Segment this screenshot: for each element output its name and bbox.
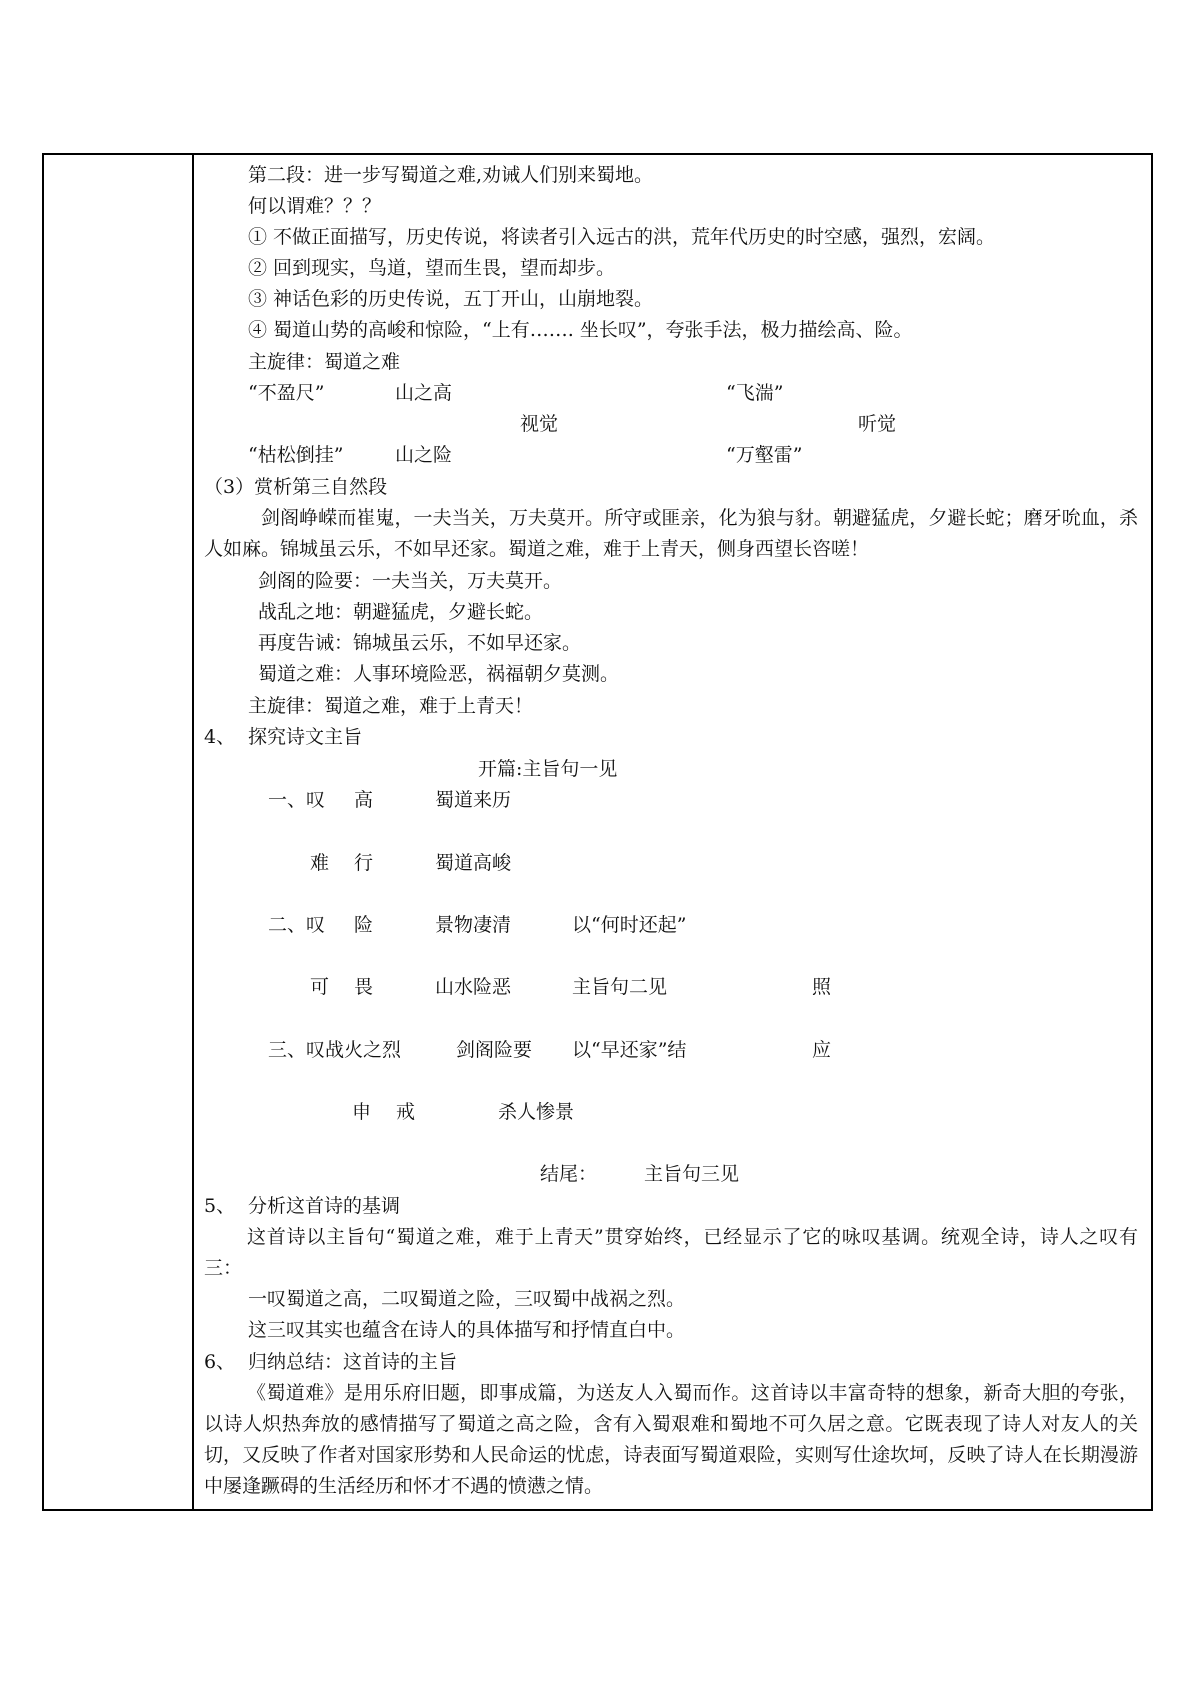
section4-title: 探究诗文主旨 [248,726,363,748]
outline-row4-b: 畏 [354,976,374,998]
outline-row3-d: 以“何时还起” [572,914,687,936]
section2-item-3: ③ 神话色彩的历史传说，五丁开山，山崩地裂。 [248,288,654,310]
diagram-mountain-danger: 山之险 [395,444,453,466]
outline-row3-a: 二、叹 [268,914,326,936]
section6-paragraph: 《蜀道难》是用乐府旧题，即事成篇，为送友人入蜀而作。这首诗以丰富奇特的想象，新奇大胆的夸张，以诗人炽热奔放的感情描写了蜀道之高之险，含有入蜀艰难和蜀地不可久居之意。它既表现了诗人对友人的关切，又反映了作者对国家形势和人民命运的忧虑，诗表面写蜀道艰险，实则写仕途坎坷，反映了诗人在长期漫游中屡逢蹶碍的生活经历和怀才不遇的愤懑之情。 [204,1382,1138,1497]
section2-item-4: ④ 蜀道山势的高峻和惊险，“上有……. 坐长叹”，夸张手法，极力描绘高、险。 [248,319,913,341]
outline-row6-c: 杀人惨景 [498,1101,575,1123]
outline-row4-a: 可 [310,976,330,998]
diagram-quote-1: “不盈尺” [248,382,325,404]
section5-number: 5、 [204,1195,236,1217]
outline-row3-b: 险 [354,914,374,936]
outline-row5-e: 应 [812,1039,832,1061]
outline-row2-c: 蜀道高峻 [435,852,512,874]
table-left-border [42,153,44,1511]
table-right-border [1151,153,1153,1511]
diagram-audio: 听觉 [858,413,897,435]
table-column-divider [192,153,194,1511]
diagram-quote-3: “枯松倒挂” [248,444,344,466]
section6-number: 6、 [204,1351,236,1373]
table-top-border [42,153,1153,155]
outline-row6-b: 戒 [396,1101,416,1123]
section3-note-4: 蜀道之难：人事环境险恶，祸福朝夕莫测。 [258,663,620,685]
outline-row4-d: 主旨句二见 [572,976,668,998]
outline-row2-a: 难 [310,852,330,874]
section3-poem: 剑阁峥嵘而崔嵬，一夫当关，万夫莫开。所守或匪亲，化为狼与豺。朝避猛虎，夕避长蛇；磨牙吮血，杀人如麻。锦城虽云乐，不如早还家。蜀道之难，难于上青天，侧身西望长咨嗟！ [204,507,1138,560]
section2-title: 第二段：进一步写蜀道之难,劝诫人们别来蜀地。 [248,164,654,186]
outline-row1-b: 高 [354,789,374,811]
section5-paragraph-2: 一叹蜀道之高，二叹蜀道之险，三叹蜀中战祸之烈。 [248,1288,686,1310]
section4-opening: 开篇:主旨句一见 [478,758,618,780]
diagram-quote-4: “万壑雷” [726,444,803,466]
outline-row3-c: 景物凄清 [435,914,512,936]
section2-item-2: ② 回到现实，鸟道，望而生畏，望而却步。 [248,257,616,279]
section3-theme: 主旋律：蜀道之难，难于上青天！ [248,695,534,717]
outline-row5-d: 以“早还家”结 [572,1039,687,1061]
outline-row5-a: 三、叹战火之烈 [268,1039,402,1061]
section6-title: 归纳总结：这首诗的主旨 [248,1351,458,1373]
outline-ending-text: 主旨句三见 [644,1163,740,1185]
outline-row1-c: 蜀道来历 [435,789,512,811]
outline-ending-label: 结尾： [540,1163,598,1185]
diagram-quote-2: “飞湍” [726,382,784,404]
section2-theme: 主旋律：蜀道之难 [248,351,401,373]
section3-note-2: 战乱之地：朝避猛虎，夕避长蛇。 [258,601,544,623]
section5-paragraph-3: 这三叹其实也蕴含在诗人的具体描写和抒情直白中。 [248,1319,686,1341]
outline-row4-e: 照 [812,976,832,998]
outline-row5-c: 剑阁险要 [456,1039,533,1061]
section2-question: 何以谓难？？？ [248,195,382,217]
section4-number: 4、 [204,726,236,748]
section3-note-3: 再度告诫：锦城虽云乐，不如早还家。 [258,632,582,654]
table-bottom-border [42,1509,1153,1511]
outline-row4-c: 山水险恶 [435,976,512,998]
diagram-visual: 视觉 [520,413,559,435]
outline-row1-a: 一、叹 [268,789,326,811]
section5-title: 分析这首诗的基调 [248,1195,401,1217]
section3-note-1: 剑阁的险要：一夫当关，万夫莫开。 [258,570,563,592]
outline-row6-a: 申 [352,1101,372,1123]
section2-item-1: ① 不做正面描写，历史传说，将读者引入远古的洪，荒年代历史的时空感，强烈，宏阔。 [248,226,996,248]
section5-paragraph-1: 这首诗以主旨句“蜀道之难，难于上青天”贯穿始终，已经显示了它的咏叹基调。统观全诗，诗人之叹有三： [204,1226,1138,1279]
diagram-mountain-height: 山之高 [395,382,453,404]
section3-title: （3）赏析第三自然段 [204,476,388,498]
outline-row2-b: 行 [354,852,374,874]
